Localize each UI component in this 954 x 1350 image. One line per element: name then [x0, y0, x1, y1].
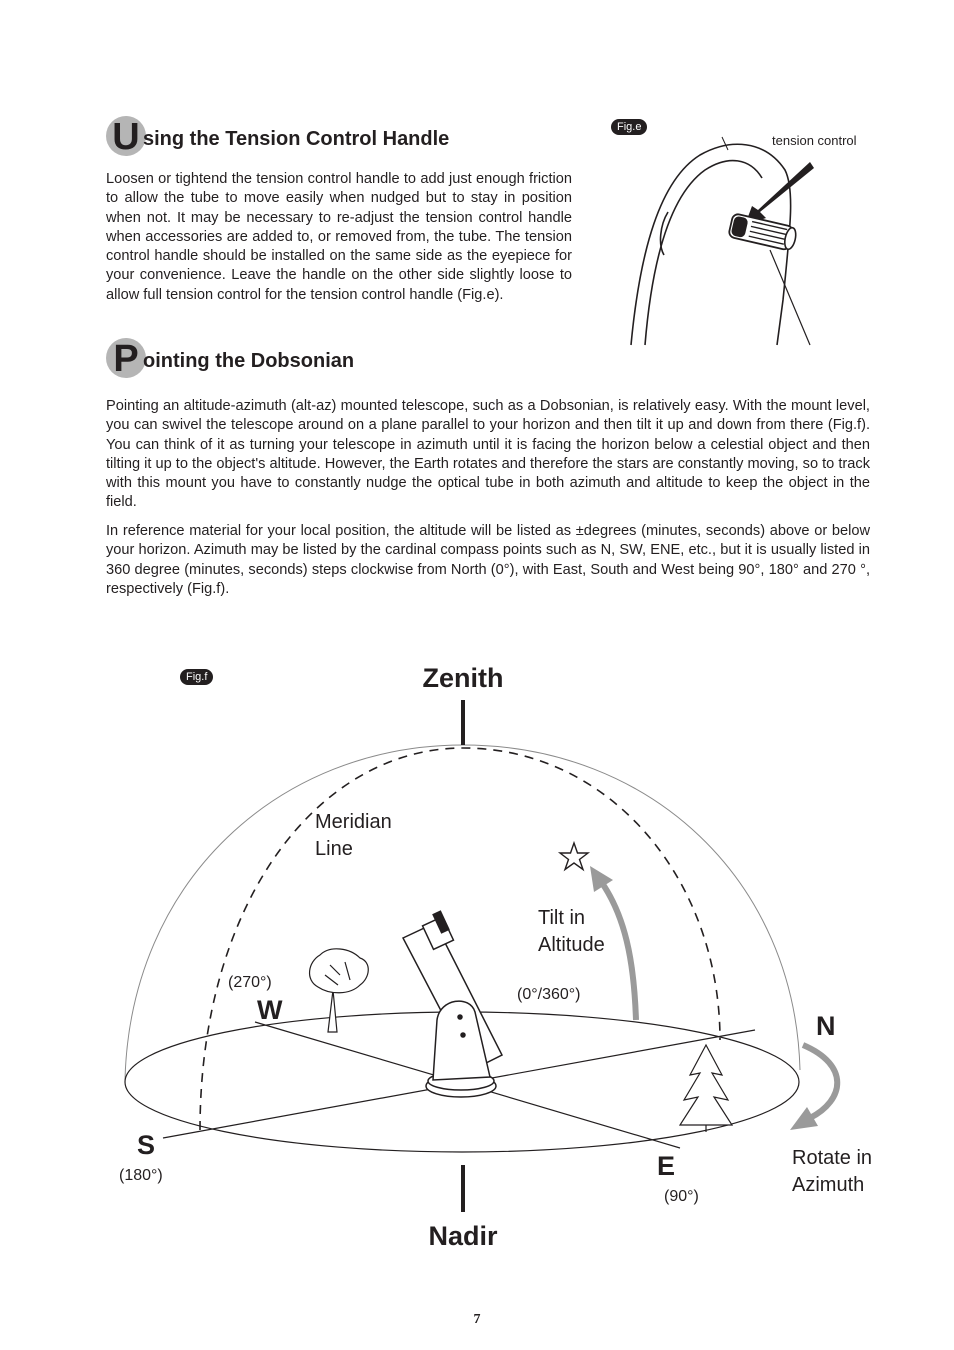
- section-title-tension: [106, 116, 449, 156]
- south-label: S: [137, 1130, 156, 1160]
- fig-e-illustration: [600, 130, 880, 355]
- meridian-label-1: Meridian: [315, 811, 392, 833]
- dropcap-u: U: [106, 116, 146, 156]
- section-title-text: sing the Tension Control Handle: [143, 128, 450, 150]
- pointing-paragraph-1: Pointing an altitude-azimuth (alt-az) mounted telescope, such as a Dobsonian, is relatively easy. With the mount level, you can swivel the telescope around on a plane parallel to your horizon and then tilt it up and down from there (Fig.f). You can think of it as turning your telescope in azimuth until it is facing the horizon below a celestial object and then tilting it up to the object's altitude. However, the Earth rotates and therefore the stars are constantly moving, so to track with this mount you have to constantly nudge the optical tube in both azimuth and altitude to keep the object in the field.: [106, 398, 870, 511]
- tree-icon-east: [680, 1045, 732, 1132]
- star-icon: [560, 843, 588, 870]
- zenith-label: Zenith: [422, 663, 504, 693]
- page-number: 7: [473, 1312, 481, 1327]
- rotate-arrow: [803, 1045, 837, 1118]
- dropcap-p: P: [106, 338, 146, 378]
- rotate-label-1: Rotate in: [792, 1147, 873, 1169]
- north-degrees: (0°/360°): [517, 986, 581, 1003]
- tree-icon-west: [310, 949, 369, 1032]
- fig-e-badge: Fig.e: [611, 119, 647, 135]
- tilt-arrow: [600, 880, 636, 1020]
- nadir-label: Nadir: [428, 1221, 498, 1251]
- south-degrees: (180°): [119, 1167, 163, 1184]
- north-label: N: [816, 1011, 836, 1041]
- fig-f-badge: Fig.f: [180, 669, 213, 685]
- pointing-paragraph-2: In reference material for your local position, the altitude will be listed as ±degrees (minutes, seconds) above or below your horizon. Azimuth may be listed by the cardinal compass points such as N, SW, ENE, etc., but it is usually listed in 360 degree (minutes, seconds) steps clockwise from North (0°), with East, South and West being 90°, 180° and 270 °, respectively (Fig.f).: [106, 523, 870, 597]
- rotate-label-2: Azimuth: [792, 1174, 865, 1196]
- tilt-label-2: Altitude: [538, 934, 605, 956]
- section-title-pointing: [106, 338, 354, 378]
- meridian-label-2: Line: [315, 838, 353, 860]
- tension-paragraph: Loosen or tightend the tension control handle to add just enough friction to allow the tube to move easily when nudged but to stay in position when not. It may be necessary to re-adjust the tension control handle when accessories are added to, or removed from, the tube. The tension control handle should be installed on the same side as the eyepiece for your convenience. Leave the handle on the other side slightly loose to allow full tension control for the tension control handle (Fig.e).: [106, 171, 572, 303]
- section-title-text: ointing the Dobsonian: [143, 350, 355, 372]
- tilt-arrow-head: [590, 866, 613, 892]
- east-label: E: [657, 1151, 676, 1181]
- dobsonian-telescope-icon: [403, 911, 502, 1097]
- tilt-label-1: Tilt in: [538, 907, 586, 929]
- fig-f-diagram: [0, 650, 954, 1270]
- west-label: W: [257, 995, 283, 1025]
- west-degrees: (270°): [228, 974, 272, 991]
- tension-control-label: tension control: [772, 133, 857, 148]
- east-degrees: (90°): [664, 1188, 699, 1205]
